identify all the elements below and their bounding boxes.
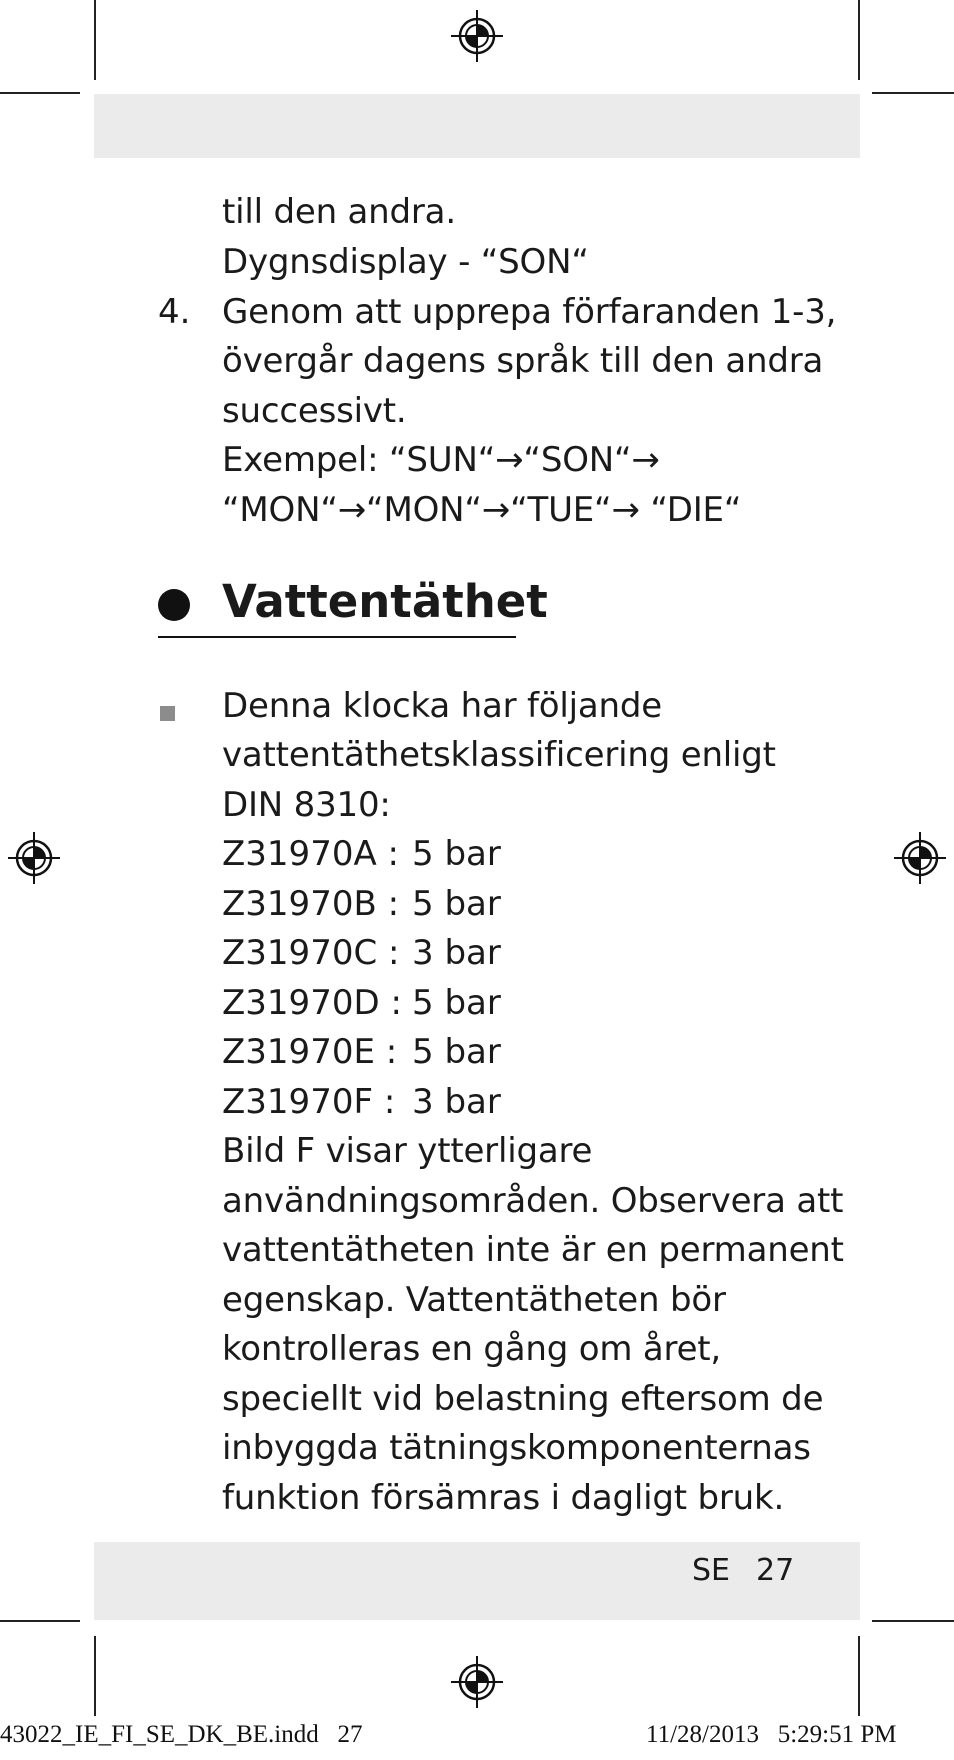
text-line: “MON“→“MON“→“TUE“→ “DIE“ bbox=[222, 490, 742, 530]
model-code: Z31970D : bbox=[222, 983, 402, 1023]
square-bullet-icon bbox=[160, 706, 175, 721]
step-number: 4. bbox=[158, 292, 191, 332]
section-heading: Vattentäthet bbox=[222, 575, 548, 628]
header-band bbox=[94, 94, 860, 158]
rating-row bbox=[222, 979, 501, 1029]
rating-row bbox=[222, 1078, 501, 1128]
text-line: Bild F visar ytterligare bbox=[222, 1131, 593, 1171]
text-line: vattentätheten inte är en permanent bbox=[222, 1230, 844, 1270]
rating-value: 3 bar bbox=[412, 1082, 501, 1122]
crop-mark bbox=[858, 1636, 860, 1716]
text-line: användningsområden. Observera att bbox=[222, 1181, 844, 1221]
model-code: Z31970C : bbox=[222, 933, 400, 973]
text-line: övergår dagens språk till den andra bbox=[222, 341, 824, 381]
text-line: speciellt vid belastning eftersom de bbox=[222, 1379, 824, 1419]
rating-value: 5 bar bbox=[412, 884, 501, 924]
rating-value: 5 bar bbox=[412, 834, 501, 874]
crop-mark bbox=[94, 0, 96, 80]
text-line: DIN 8310: bbox=[222, 785, 391, 825]
registration-mark-icon bbox=[451, 1656, 503, 1708]
text-line: Denna klocka har följande bbox=[222, 686, 662, 726]
footer-band bbox=[94, 1542, 860, 1620]
text-line: till den andra. bbox=[222, 192, 456, 232]
rating-value: 5 bar bbox=[412, 1032, 501, 1072]
text-line: vattentäthetsklassificering enligt bbox=[222, 735, 776, 775]
heading-bullet-icon bbox=[158, 589, 190, 621]
registration-mark-icon bbox=[8, 832, 60, 884]
rating-row bbox=[222, 880, 501, 930]
text-line: Genom att upprepa förfaranden 1-3, bbox=[222, 292, 837, 332]
slug-datetime: 11/28/2013 5:29:51 PM bbox=[646, 1721, 897, 1748]
registration-mark-icon bbox=[894, 832, 946, 884]
rating-row bbox=[222, 929, 501, 979]
registration-mark-icon bbox=[451, 10, 503, 62]
rating-row bbox=[222, 1028, 501, 1078]
slug-filename: 43022_IE_FI_SE_DK_BE.indd 27 bbox=[0, 1721, 363, 1748]
crop-mark bbox=[94, 1636, 96, 1716]
crop-mark bbox=[872, 92, 954, 94]
heading-underline bbox=[158, 636, 516, 638]
text-line: funktion försämras i dagligt bruk. bbox=[222, 1478, 785, 1518]
text-line: kontrolleras en gång om året, bbox=[222, 1329, 722, 1369]
crop-mark bbox=[0, 1620, 80, 1622]
crop-mark bbox=[858, 0, 860, 80]
rating-value: 3 bar bbox=[412, 933, 501, 973]
text-line: successivt. bbox=[222, 391, 407, 431]
crop-mark bbox=[0, 92, 80, 94]
text-line: Dygnsdisplay - “SON“ bbox=[222, 242, 589, 282]
crop-mark bbox=[872, 1620, 954, 1622]
rating-value: 5 bar bbox=[412, 983, 501, 1023]
model-code: Z31970A : bbox=[222, 834, 399, 874]
model-code: Z31970E : bbox=[222, 1032, 398, 1072]
page-number: 27 bbox=[756, 1553, 795, 1588]
footer-language: SE bbox=[692, 1553, 730, 1588]
text-line: Exempel: “SUN“→“SON“→ bbox=[222, 440, 660, 480]
text-line: inbyggda tätningskomponenternas bbox=[222, 1428, 811, 1468]
rating-row bbox=[222, 830, 501, 880]
model-code: Z31970F : bbox=[222, 1082, 396, 1122]
model-code: Z31970B : bbox=[222, 884, 400, 924]
text-line: egenskap. Vattentätheten bör bbox=[222, 1280, 726, 1320]
